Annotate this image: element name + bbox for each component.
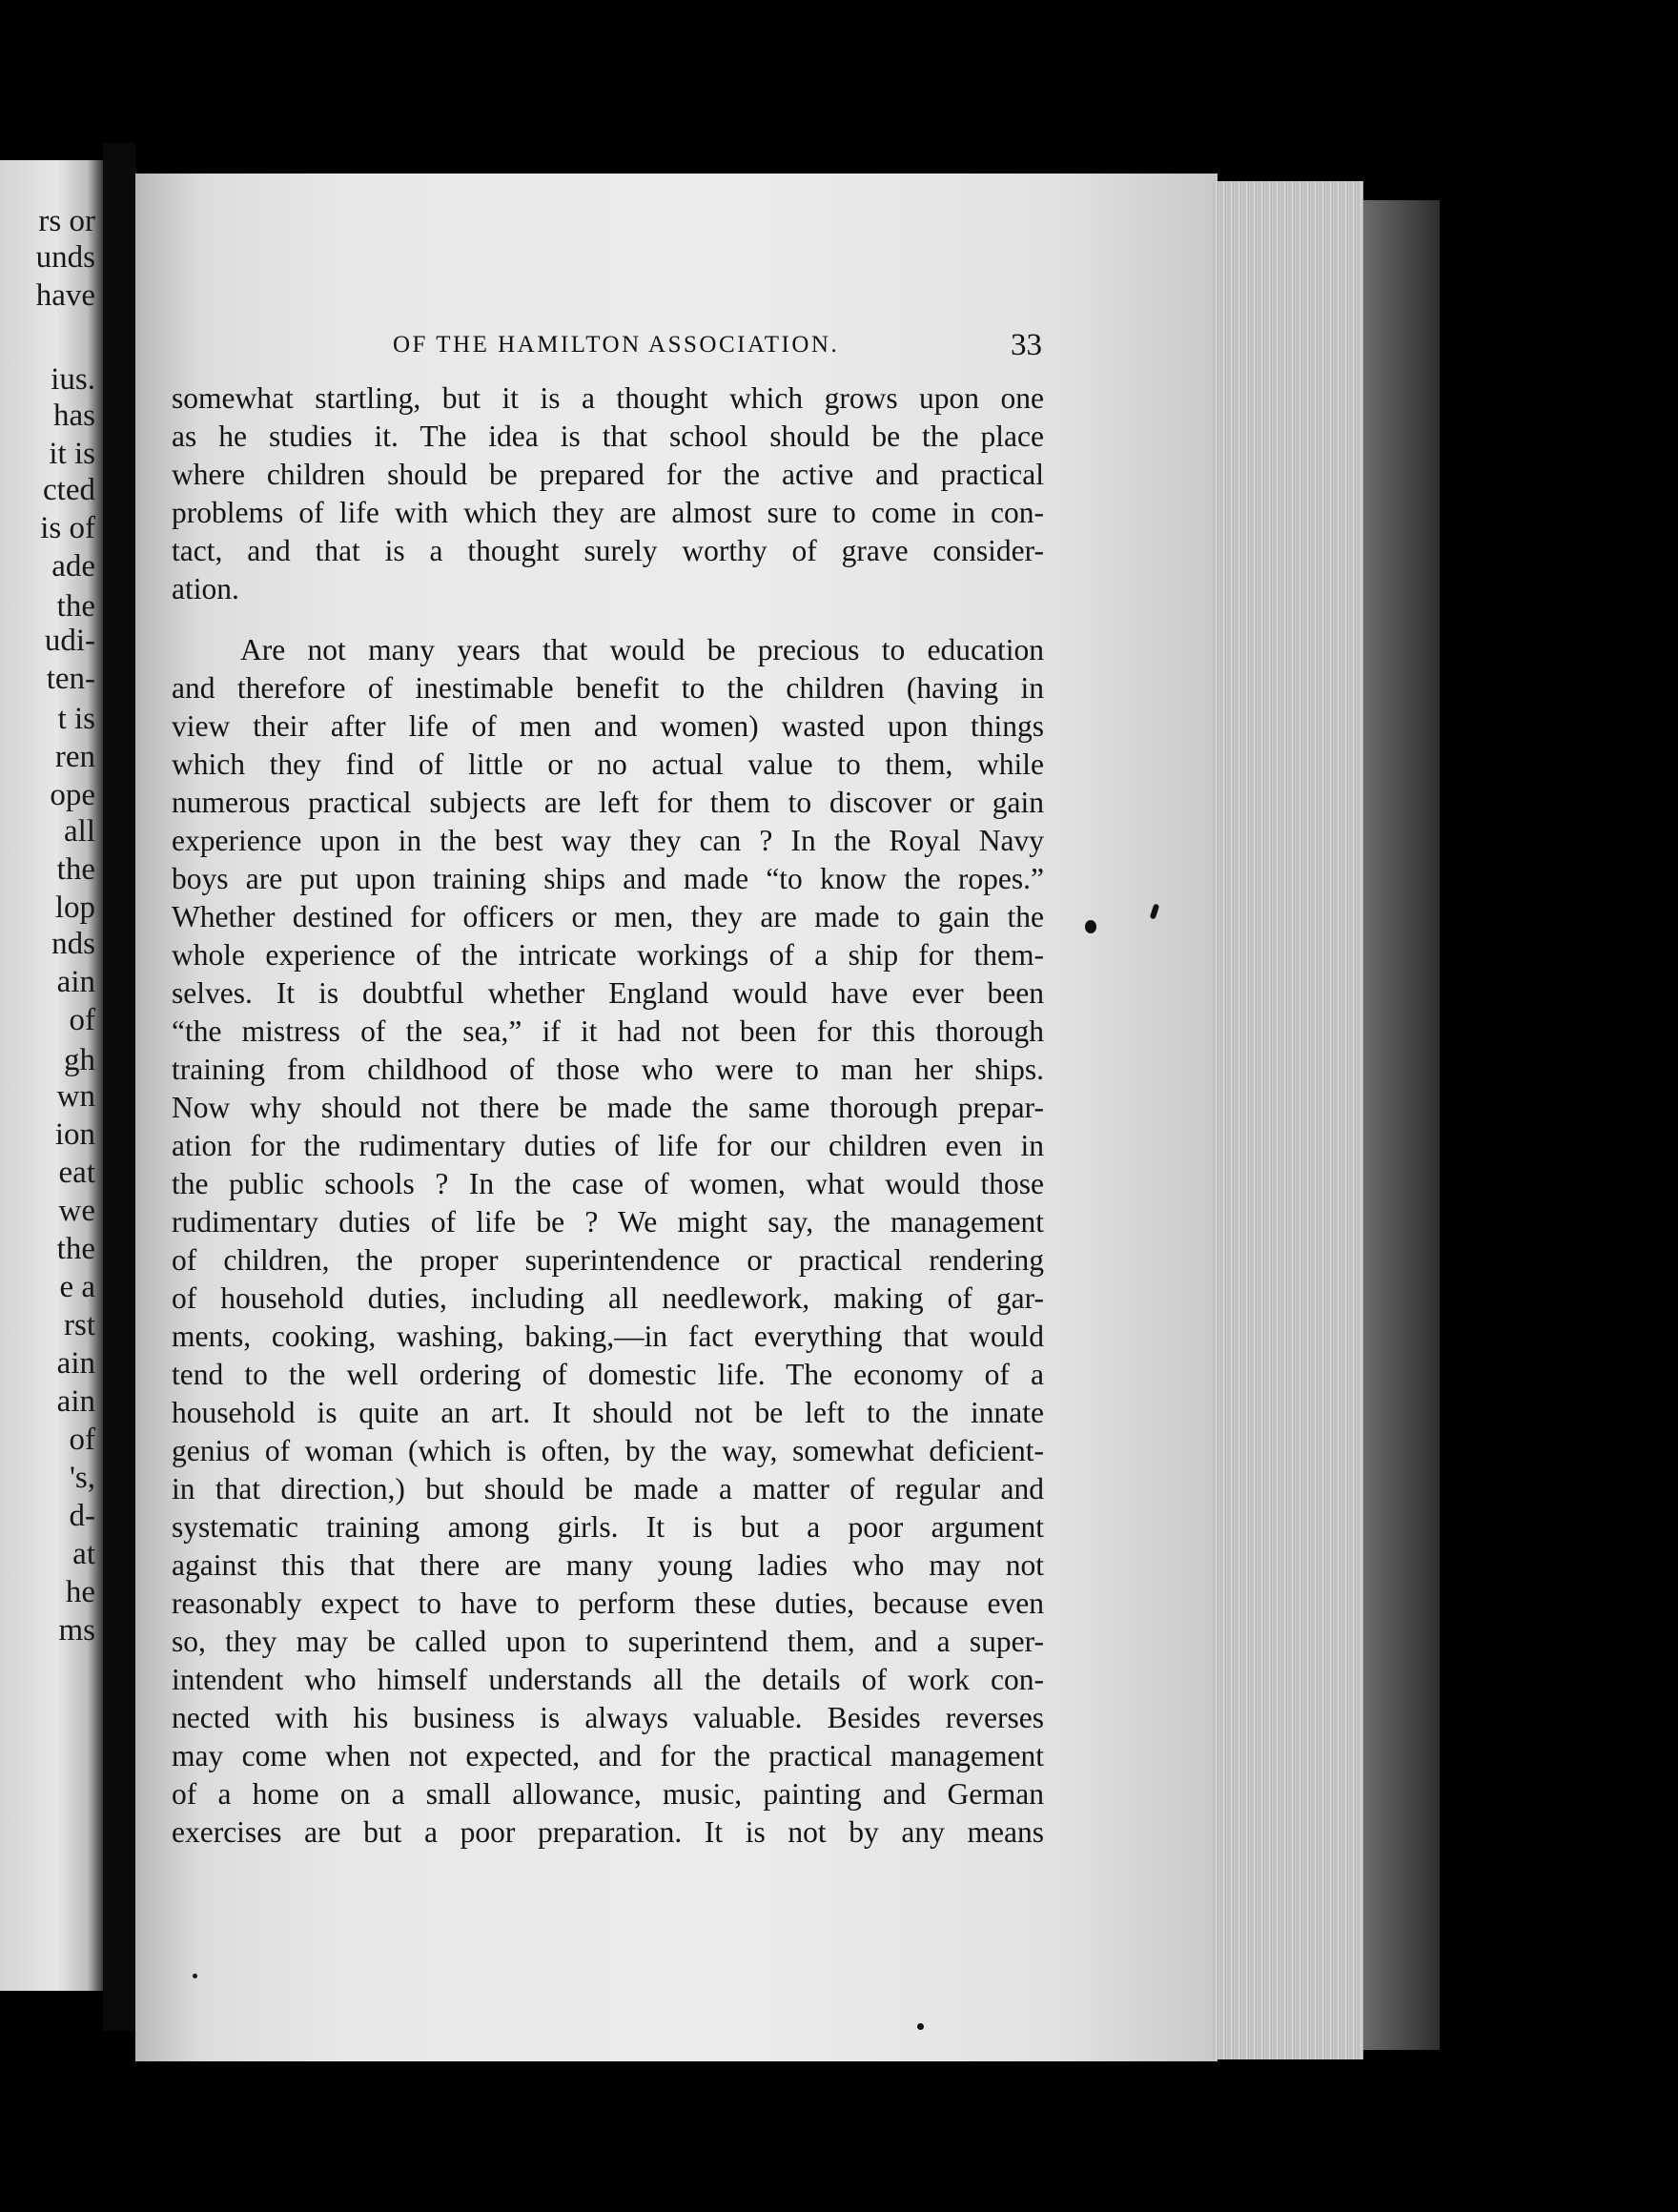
facing-page-fragment: eat — [58, 1156, 95, 1190]
facing-page-fragment: udi- — [44, 624, 95, 658]
text-line: selves. It is doubtful whether England would have ever been — [172, 976, 1044, 1010]
text-line: of household duties, including all needlework, making of gar- — [172, 1281, 1044, 1315]
facing-page-fragment: the — [56, 1232, 95, 1266]
text-line: genius of woman (which is often, by the way, somewhat deficient- — [172, 1434, 1044, 1467]
facing-page-fragment: d- — [69, 1499, 95, 1533]
book-gutter — [103, 143, 135, 2031]
facing-page-fragment: ain — [56, 1346, 95, 1381]
text-line: of a home on a small allowance, music, painting and German — [172, 1777, 1044, 1811]
running-header: OF THE HAMILTON ASSOCIATION. — [393, 332, 840, 358]
facing-page-fragment: rs or — [38, 204, 95, 238]
facing-page-edge — [0, 160, 103, 1991]
facing-page-fragment: the — [56, 589, 95, 624]
page-stack-edge — [1211, 181, 1363, 2059]
facing-page-fragment: t is — [57, 702, 95, 736]
text-line: somewhat startling, but it is a thought which grows upon one — [172, 381, 1044, 415]
facing-page-fragment: the — [56, 852, 95, 887]
text-line: numerous practical subjects are left for them to discover or gain — [172, 786, 1044, 819]
text-line: ments, cooking, washing, baking,—in fact everything that would — [172, 1320, 1044, 1353]
text-line: Whether destined for officers or men, they are made to gain the — [172, 900, 1044, 933]
facing-page-fragment: gh — [64, 1043, 95, 1077]
text-line: in that direction,) but should be made a matter of regular and — [172, 1472, 1044, 1505]
text-line: tend to the well ordering of domestic life. The economy of a — [172, 1358, 1044, 1391]
facing-page-fragment: of — [69, 1423, 95, 1457]
book-cover-edge — [1363, 200, 1440, 2050]
facing-page-fragment: of — [69, 1003, 95, 1037]
text-line: exercises are but a poor preparation. It is not by any means — [172, 1815, 1044, 1849]
text-line: training from childhood of those who were to man her ships. — [172, 1053, 1044, 1086]
text-line: household is quite an art. It should not be left to the innate — [172, 1396, 1044, 1429]
text-line: “the mistress of the sea,” if it had not been for this thorough — [172, 1014, 1044, 1048]
text-line: where children should be prepared for the active and practical — [172, 458, 1044, 491]
text-line: the public schools ? In the case of women, what would those — [172, 1167, 1044, 1200]
ink-speck — [1085, 920, 1096, 933]
facing-page-fragment: ope — [50, 778, 95, 812]
facing-page-fragment: ms — [58, 1613, 95, 1648]
text-line: against this that there are many young ladies who may not — [172, 1548, 1044, 1582]
text-line: Are not many years that would be precious to education — [240, 633, 1044, 666]
text-line: systematic training among girls. It is but a poor argument — [172, 1510, 1044, 1544]
facing-page-fragment: ten- — [46, 662, 95, 696]
ink-speck — [917, 2023, 924, 2030]
facing-page-fragment: is of — [40, 511, 95, 545]
facing-page-fragment: rst — [64, 1308, 95, 1342]
text-line: whole experience of the intricate workings of a ship for them- — [172, 938, 1044, 972]
facing-page-fragment: wn — [56, 1079, 95, 1114]
text-line: intendent who himself understands all the details of work con- — [172, 1663, 1044, 1696]
facing-page-fragment: ade — [51, 549, 95, 584]
facing-page-fragment: all — [64, 814, 95, 849]
text-line: view their after life of men and women) wasted upon things — [172, 709, 1044, 743]
page-number: 33 — [1011, 328, 1042, 362]
text-line: as he studies it. The idea is that school should be the place — [172, 420, 1044, 453]
text-line: may come when not expected, and for the practical management — [172, 1739, 1044, 1772]
facing-page-fragment: cted — [43, 473, 95, 507]
facing-page-fragment: have — [35, 278, 95, 313]
facing-page-fragment: has — [53, 399, 95, 433]
facing-page-fragment: at — [72, 1537, 95, 1571]
text-line: reasonably expect to have to perform these duties, because even — [172, 1587, 1044, 1620]
facing-page-fragment: it is — [49, 437, 95, 471]
facing-page-fragment: he — [65, 1575, 95, 1609]
text-line: and therefore of inestimable benefit to the children (having in — [172, 671, 1044, 705]
facing-page-fragment: we — [58, 1194, 95, 1228]
facing-page-fragment: unds — [35, 240, 95, 275]
text-line: ation. — [172, 572, 239, 605]
text-line: so, they may be called upon to superintend them, and a super- — [172, 1625, 1044, 1658]
text-line: experience upon in the best way they can ? In the Royal Navy — [172, 824, 1044, 857]
text-line: Now why should not there be made the same thorough prepar- — [172, 1091, 1044, 1124]
ink-speck — [193, 1974, 197, 1978]
text-line: nected with his business is always valuable. Besides reverses — [172, 1701, 1044, 1734]
text-line: problems of life with which they are almost sure to come in con- — [172, 496, 1044, 529]
text-line: tact, and that is a thought surely worthy of grave consider- — [172, 534, 1044, 567]
facing-page-fragment: e a — [59, 1270, 95, 1304]
text-line: rudimentary duties of life be ? We might say, the management — [172, 1205, 1044, 1239]
facing-page-fragment: ion — [54, 1117, 95, 1152]
paragraph-gap — [172, 608, 1044, 631]
text-line: ation for the rudimentary duties of life for our children even in — [172, 1129, 1044, 1162]
body-text — [172, 379, 1044, 1852]
facing-page-fragment: lop — [54, 891, 95, 925]
facing-page-fragment: nds — [51, 927, 95, 961]
text-line: which they find of little or no actual value to them, while — [172, 748, 1044, 781]
facing-page-fragment: ius. — [51, 362, 95, 397]
facing-page-fragment: 's, — [69, 1461, 95, 1495]
facing-page-fragment: ain — [56, 965, 95, 999]
text-line: of children, the proper superintendence or practical rendering — [172, 1243, 1044, 1277]
text-line: boys are put upon training ships and made “to know the ropes.” — [172, 862, 1044, 895]
facing-page-fragment: ren — [54, 740, 95, 774]
facing-page-fragment: ain — [56, 1384, 95, 1419]
